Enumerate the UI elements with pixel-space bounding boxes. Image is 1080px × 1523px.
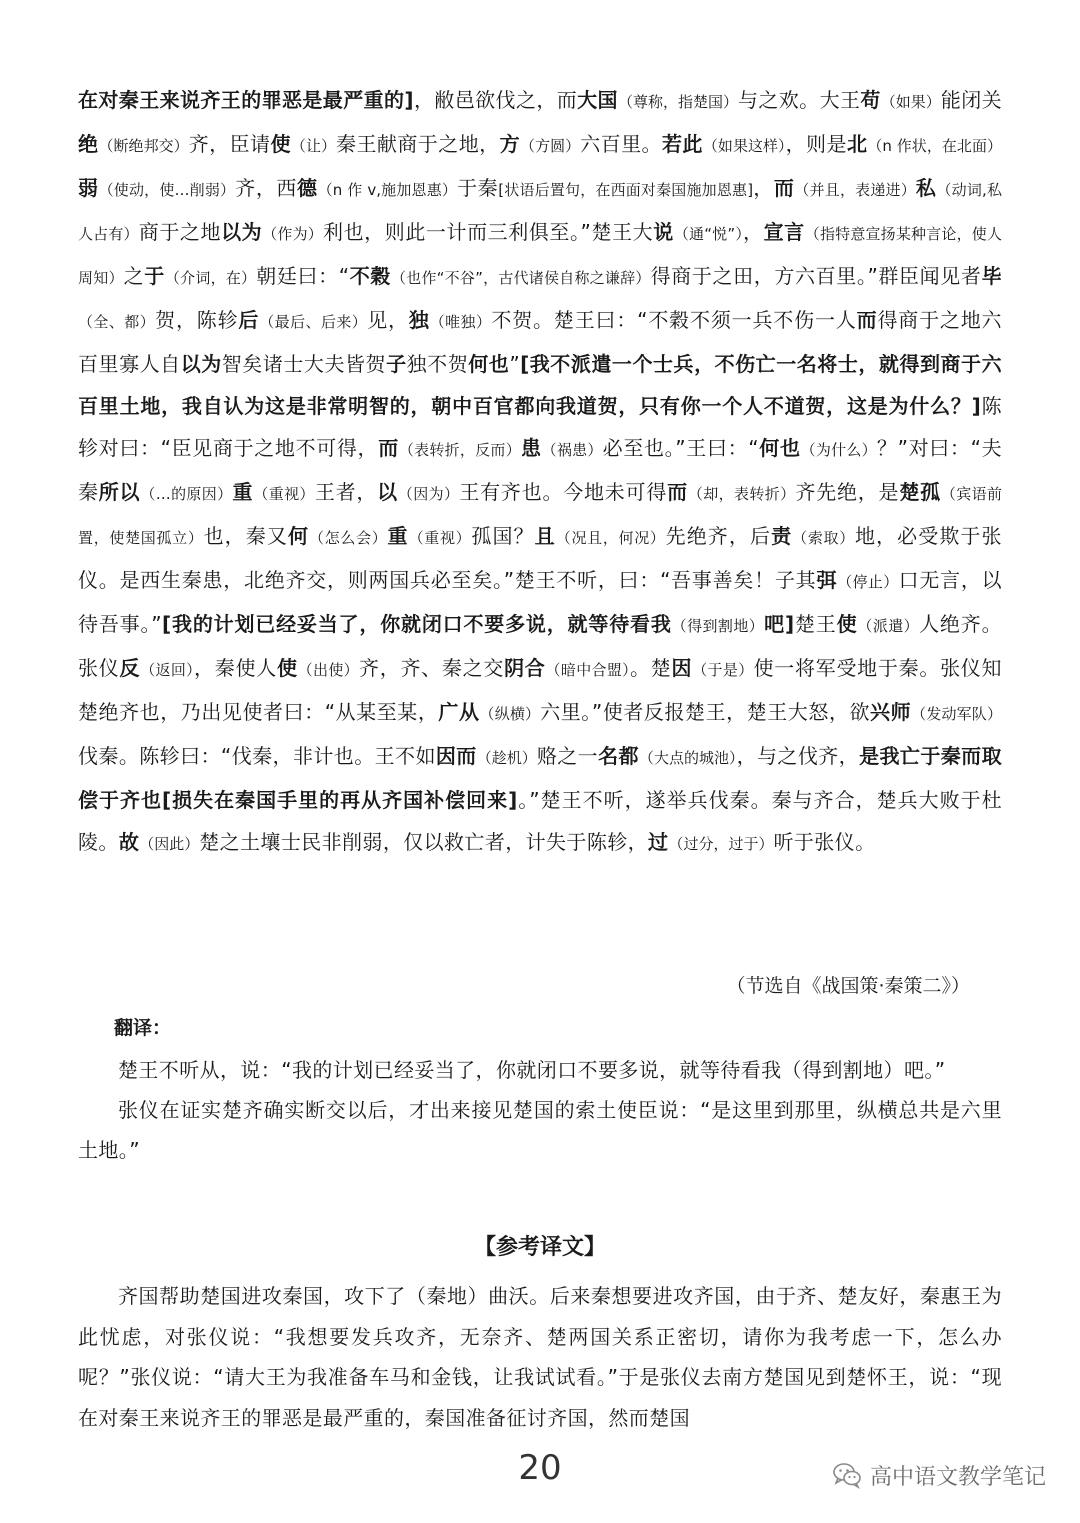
- reference-translation-section: [78, 1276, 1002, 1438]
- reference-translation-paragraph: 齐国帮助楚国进攻秦国，攻下了（秦地）曲沃。后来秦想要进攻齐国，由于齐、楚友好，秦惠王为此忧虑，对张仪说：“我想要发兵攻齐，无奈齐、楚两国关系正密切，请你为我考虑一下，怎么办呢？”张仪说：“请大王为我准备车马和金钱，让我试试看。”于是张仪去南方楚国见到楚怀王，说：“现在对秦王来说齐王的罪恶是最严重的，秦国准备征讨齐国，然而楚国: [78, 1284, 1002, 1430]
- watermark-text: 高中语文教学笔记: [869, 1464, 1046, 1490]
- watermark: [832, 1460, 1046, 1490]
- page-number: 20: [518, 1448, 562, 1488]
- translation-heading: 翻译：: [114, 1017, 172, 1039]
- translation-paragraph: 楚王不听从，说：“我的计划已经妥当了，你就闭口不要多说，就等待看我（得到割地）吧。”: [118, 1058, 946, 1082]
- source-citation: （节选自《战国策·秦策二》）: [726, 975, 970, 997]
- wechat-icon: [832, 1461, 862, 1489]
- translation-section: [78, 1050, 1002, 1170]
- reference-translation-heading: 【参考译文】: [473, 1235, 606, 1260]
- classical-text-with-annotations: 在对秦王来说齐王的罪恶是最严重的]，敝邑欲伐之，而大国（尊称，指楚国）与之欢。大王苟（如果）能闭关绝（断绝邦交）齐，臣请使（让）秦王献商于之地，方（方圆）六百里。若此（如果这样），则是北（n 作状，在北面）弱（使动，使…削弱）齐，西德（n 作 v,施加恩惠）于秦[状语后置句，在西面对秦国施加恩惠]，而（并且，表递进）私（动词,私人占有）商于之地以为（作为）利也，则此一计而三利俱至。”楚王大说（通“悦”），宣言（指特意宣扬某种言论，使人周知）之于（介词，在）朝廷曰：“不穀（也作“不谷”，古代诸侯自称之谦辞）得商于之田，方六百里。”群臣闻见者毕（全、都）贺，陈轸后（最后、后来）见，独（唯独）不贺。楚王曰：“不穀不须一兵不伤一人而得商于之地六百里寡人自以为智矣诸士大夫皆贺子独不贺何也”[我不派遣一个士兵，不伤亡一名将士，就得到商于六百里土地，我自认为这是非常明智的，朝中百官都向我道贺，只有你一个人不道贺，这是为什么？]陈轸对曰：“臣见商于之地不可得，而（表转折，反而）患（祸患）必至也。”王曰：“何也（为什么）？”对曰：“夫秦所以（…的原因）重（重视）王者，以（因为）王有齐也。今地未可得而（却，表转折）齐先绝，是楚孤（宾语前置，使楚国孤立）也，秦又何（怎么会）重（重视）孤国？且（况且，何况）先绝齐，后责（索取）地，必受欺于张仪。是西生秦患，北绝齐交，则两国兵必至矣。”楚王不听，曰：“吾事善矣！子其弭（停止）口无言，以待吾事。”[我的计划已经妥当了，你就闭口不要多说，就等待看我（得到割地）吧]楚王使（派遣）人绝齐。张仪反（返回），秦使人使（出使）齐，齐、秦之交阴合（暗中合盟）。楚因（于是）使一将军受地于秦。张仪知楚绝齐也，乃出见使者曰：“从某至某，广从（纵横）六里。”使者反报楚王，楚王大怒，欲兴师（发动军队）伐秦。陈轸曰：“伐秦，非计也。王不如因而（趁机）赂之一名都（大点的城池），与之伐齐，是我亡于秦而取偿于齐也[损失在秦国手里的再从齐国补偿回来]。”楚王不听，遂举兵伐秦。秦与齐合，楚兵大败于杜陵。故（因此）楚之土壤士民非削弱，仅以救亡者，计失于陈轸，过（过分，过于）听于张仪。: [78, 88, 1003, 854]
- translation-paragraph: 张仪在证实楚齐确实断交以后，才出来接见楚国的索土使臣说：“是这里到那里，纵横总共是六里土地。”: [78, 1098, 1002, 1162]
